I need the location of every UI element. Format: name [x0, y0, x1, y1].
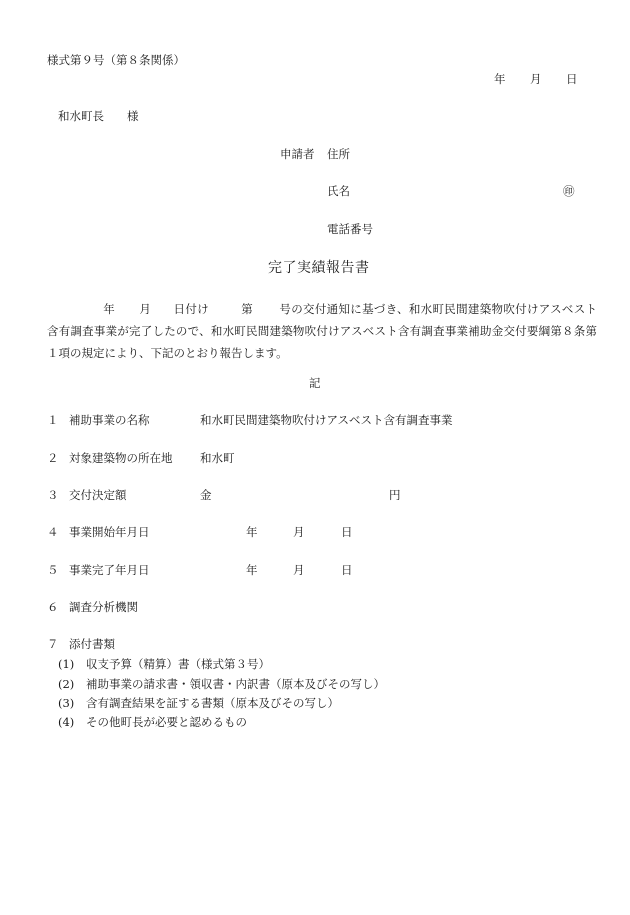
ki-heading: 記	[309, 376, 321, 390]
seal-mark: ㊞	[563, 184, 575, 198]
item-label: 交付決定額	[69, 488, 127, 502]
attachment-number: (2)	[58, 677, 75, 691]
body-month: 月	[139, 302, 152, 316]
attachment-number: (1)	[58, 657, 75, 671]
date-day: 日	[566, 72, 578, 86]
item-number: ７	[47, 637, 59, 651]
attachment-number: (3)	[58, 696, 75, 710]
item-label: 事業完了年月日	[69, 563, 150, 577]
body-year: 年	[103, 302, 116, 316]
attachment-text: 補助事業の請求書・領収書・内訳書（原本及びその写し）	[86, 677, 385, 691]
attachment-text: 収支予算（精算）書（様式第３号）	[86, 657, 270, 671]
start-year: 年	[246, 525, 258, 539]
attachment-text: その他町長が必要と認めるもの	[86, 715, 247, 729]
item-label: 添付書類	[69, 637, 115, 651]
item-number: １	[47, 413, 59, 427]
end-day: 日	[341, 563, 353, 577]
date-year: 年	[494, 72, 506, 86]
body-dai: 第	[240, 302, 254, 316]
item-value: 和水町民間建築物吹付けアスベスト含有調査事業	[200, 413, 453, 427]
applicant-label: 申請者	[280, 147, 315, 161]
start-day: 日	[341, 525, 353, 539]
item-label: 対象建築物の所在地	[69, 451, 173, 465]
applicant-phone-label: 電話番号	[327, 222, 373, 236]
amount-suffix: 円	[389, 488, 401, 502]
item-label: 調査分析機関	[69, 600, 138, 614]
item-value: 和水町	[200, 451, 235, 465]
item-label: 事業開始年月日	[69, 525, 150, 539]
attachment-number: (4)	[58, 715, 75, 729]
item-number: ５	[47, 563, 59, 577]
item-number: ４	[47, 525, 59, 539]
item-label: 補助事業の名称	[69, 413, 150, 427]
item-number: ３	[47, 488, 59, 502]
end-year: 年	[246, 563, 258, 577]
report-body	[47, 298, 597, 364]
item-number: ６	[47, 600, 59, 614]
date-month: 月	[530, 72, 542, 86]
start-month: 月	[293, 525, 305, 539]
form-number: 様式第９号（第８条関係）	[47, 53, 185, 67]
addressee-name: 和水町長	[58, 109, 104, 123]
applicant-address-label: 住所	[327, 147, 350, 161]
applicant-name-label: 氏名	[327, 184, 350, 198]
addressee-honorific: 様	[127, 109, 139, 123]
amount-prefix: 金	[200, 488, 212, 502]
document-title: 完了実績報告書	[268, 260, 370, 276]
item-number: ２	[47, 451, 59, 465]
body-text: 号の交付通知に基づき、和水町民間建築物吹付けアスベスト含有調査事業が完了したので、和水町民間建築物吹付けアスベスト含有調査事業補助金交付要綱第８条第１項の規定により、下記のとおり報告します。	[47, 302, 598, 360]
attachment-text: 含有調査結果を証する書類（原本及びその写し）	[86, 696, 339, 710]
body-day-dated: 日付け	[173, 302, 209, 316]
end-month: 月	[293, 563, 305, 577]
